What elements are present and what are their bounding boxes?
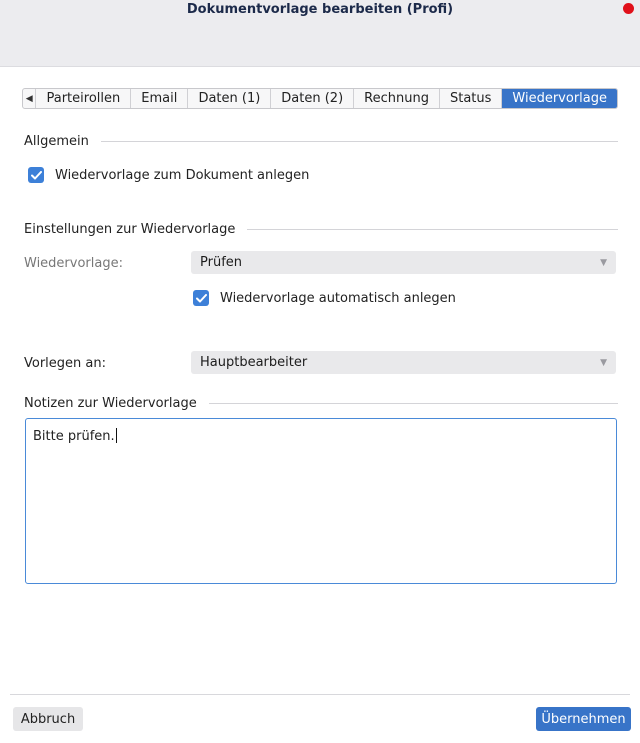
- apply-button[interactable]: Übernehmen: [536, 707, 631, 731]
- divider: [101, 141, 618, 142]
- chevron-down-icon: ▼: [600, 357, 607, 368]
- section-einstellungen: [24, 220, 618, 238]
- vorlegen-select[interactable]: [191, 351, 616, 374]
- tab-parteirollen[interactable]: Parteirollen: [36, 89, 131, 108]
- tab-daten-1[interactable]: Daten (1): [188, 89, 271, 108]
- section-notizen: [24, 394, 618, 412]
- section-notizen-heading: Notizen zur Wiedervorlage: [24, 395, 197, 411]
- create-followup-row[interactable]: [28, 167, 309, 183]
- tab-bar: [22, 88, 618, 109]
- tab-rechnung[interactable]: Rechnung: [354, 89, 440, 108]
- create-followup-checkbox[interactable]: [28, 167, 44, 183]
- window-title: Dokumentvorlage bearbeiten (Profi): [186, 2, 454, 17]
- checkmark-icon: [31, 171, 42, 180]
- close-window-button[interactable]: [623, 3, 634, 14]
- checkmark-icon: [196, 294, 207, 303]
- auto-create-checkbox[interactable]: [193, 290, 209, 306]
- create-followup-label: Wiedervorlage zum Dokument anlegen: [55, 167, 310, 183]
- divider: [247, 229, 618, 230]
- chevron-down-icon: ▼: [600, 257, 607, 268]
- title-bar: [0, 0, 640, 67]
- notes-textarea[interactable]: [25, 418, 617, 584]
- cancel-button[interactable]: Abbruch: [13, 707, 83, 731]
- vorlegen-label: Vorlegen an:: [24, 356, 106, 371]
- divider: [209, 403, 618, 404]
- tab-email[interactable]: Email: [131, 89, 188, 108]
- wiedervorlage-select[interactable]: [191, 251, 616, 274]
- notes-text: Bitte prüfen.: [33, 429, 115, 444]
- text-caret: [116, 428, 117, 443]
- auto-create-row[interactable]: [193, 290, 456, 306]
- vorlegen-select-value: Hauptbearbeiter: [200, 355, 308, 370]
- section-einstellungen-heading: Einstellungen zur Wiedervorlage: [24, 221, 236, 237]
- tab-scroll-left-icon[interactable]: ◀: [23, 89, 36, 108]
- wiedervorlage-label: Wiedervorlage:: [24, 256, 123, 271]
- section-allgemein: [24, 132, 618, 150]
- tab-wiedervorlage[interactable]: Wiedervorlage: [502, 89, 617, 108]
- tab-daten-2[interactable]: Daten (2): [271, 89, 354, 108]
- auto-create-label: Wiedervorlage automatisch anlegen: [220, 290, 456, 306]
- wiedervorlage-select-value: Prüfen: [200, 255, 243, 270]
- section-allgemein-heading: Allgemein: [24, 133, 89, 149]
- tab-status[interactable]: Status: [440, 89, 502, 108]
- footer-divider: [10, 694, 630, 695]
